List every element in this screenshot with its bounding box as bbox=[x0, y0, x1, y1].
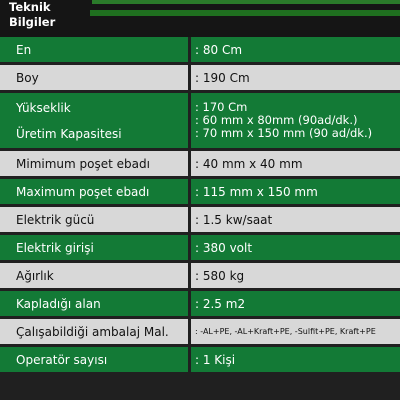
header-stripe bbox=[90, 10, 400, 16]
spec-label: Ağırlık bbox=[0, 263, 188, 288]
spec-value: : 80 Cm bbox=[191, 37, 400, 62]
spec-value-line: : 170 Cm bbox=[195, 100, 248, 114]
spec-row-yukseklik-kapasite bbox=[0, 93, 400, 148]
spec-label: Operatör sayısı bbox=[0, 347, 188, 372]
spec-value: : 580 kg bbox=[191, 263, 400, 288]
spec-label: Kapladığı alan bbox=[0, 291, 188, 316]
spec-row-elektrik-gucu bbox=[0, 207, 400, 232]
header bbox=[0, 0, 400, 37]
page-title bbox=[9, 0, 93, 30]
spec-value-line: : 70 mm x 150 mm (90 ad/dk.) bbox=[195, 126, 373, 140]
spec-label: Elektrik gücü bbox=[0, 207, 188, 232]
spec-row-max-poset bbox=[0, 179, 400, 204]
spec-label: Elektrik girişi bbox=[0, 235, 188, 260]
spec-value-line: : 60 mm x 80mm (90ad/dk.) bbox=[195, 113, 358, 127]
spec-row-elektrik-girisi bbox=[0, 235, 400, 260]
spec-value: : 190 Cm bbox=[191, 65, 400, 90]
spec-value: : 1.5 kw/saat bbox=[191, 207, 400, 232]
title-line: Teknik bbox=[9, 0, 51, 14]
spec-row-boy bbox=[0, 65, 400, 90]
spec-value: : 40 mm x 40 mm bbox=[191, 151, 400, 176]
spec-row-agirlik bbox=[0, 263, 400, 288]
spec-value bbox=[191, 93, 400, 148]
spec-value: : 1 Kişi bbox=[191, 347, 400, 372]
spec-label: Çalışabildiği ambalaj Mal. bbox=[0, 319, 188, 344]
spec-table bbox=[0, 37, 400, 375]
spec-value: : 380 volt bbox=[191, 235, 400, 260]
spec-label: En bbox=[0, 37, 188, 62]
spec-label: Boy bbox=[0, 65, 188, 90]
spec-label: Maximum poşet ebadı bbox=[0, 179, 188, 204]
spec-label: Mimimum poşet ebadı bbox=[0, 151, 188, 176]
spec-value: : 2.5 m2 bbox=[191, 291, 400, 316]
spec-value: : -AL+PE, -AL+Kraft+PE, -Sulfit+PE, Kraft+PE bbox=[191, 319, 400, 344]
header-stripe bbox=[92, 0, 400, 4]
spec-label-line: Yükseklik bbox=[16, 100, 71, 115]
spec-row-min-poset bbox=[0, 151, 400, 176]
title-line: Bilgiler bbox=[9, 15, 56, 29]
spec-row-kapladigi-alan bbox=[0, 291, 400, 316]
spec-row-operator bbox=[0, 347, 400, 372]
spec-value: : 115 mm x 150 mm bbox=[191, 179, 400, 204]
spec-label bbox=[0, 93, 188, 148]
spec-row-ambalaj bbox=[0, 319, 400, 344]
spec-label-line: Üretim Kapasitesi bbox=[16, 126, 122, 141]
spec-row-en bbox=[0, 37, 400, 62]
